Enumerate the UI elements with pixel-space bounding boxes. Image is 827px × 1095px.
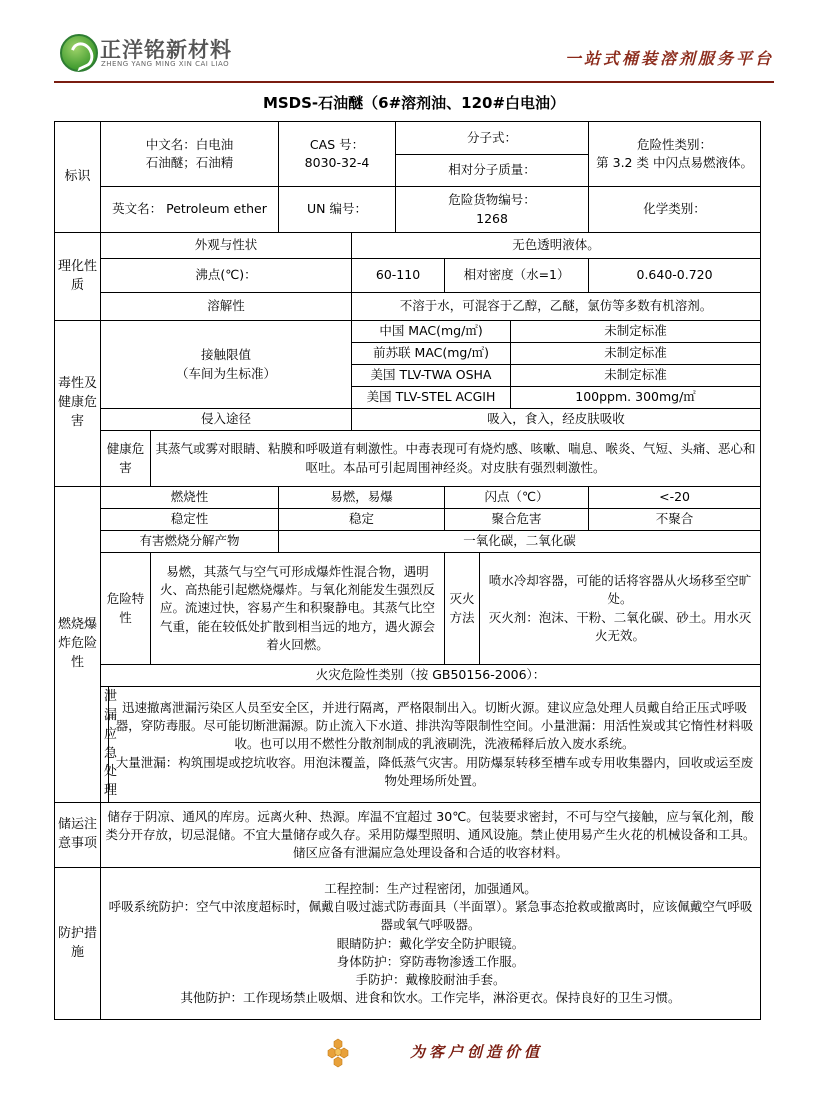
dangerous-goods-cell	[396, 187, 589, 233]
header-divider	[54, 81, 774, 83]
protection-line: 呼吸系统防护：空气中浓度超标时，佩戴自吸过滤式防毒面具（半面罩）。紧急事态抢救或撤离时，应该佩戴空气呼吸器或氧气呼吸器。	[108, 899, 753, 933]
company-name: 正洋铭新材料	[100, 38, 232, 62]
section-physchem: 理化性质	[55, 233, 101, 321]
limit-value: 未制定标准	[511, 343, 761, 365]
header-slogan: 一站式桶装溶剂服务平台	[564, 49, 774, 68]
exposure-limit-cell	[101, 321, 352, 409]
extinguish-value: 喷水冷却容器，可能的话将容器从火场移至空旷处。	[488, 573, 752, 607]
protection-text-cell	[101, 868, 761, 1020]
section-leak: 泄漏应急处理	[101, 687, 109, 803]
mw-label: 相对分子质量：	[396, 155, 589, 187]
health-hazard-value: 其蒸气或雾对眼睛、粘膜和呼吸道有刺激性。中毒表现可有烧灼感、咳嗽、喘息、喉炎、气短、头痛、恶心和呕吐。本品可引起周围神经炎。对皮肤有强烈刺激性。	[151, 431, 761, 487]
limit-name: 美国 TLV-TWA OSHA	[352, 365, 511, 387]
extinguish-value-cell	[480, 553, 761, 665]
route-value: 吸入，食入，经皮肤吸收	[352, 409, 761, 431]
hazard-class-cell	[589, 122, 761, 187]
protection-line: 其他防护：工作现场禁止吸烟、进食和饮水。工作完毕，淋浴更衣。保持良好的卫生习惯。	[180, 989, 681, 1005]
solubility-value: 不溶于水，可混容于乙醇，乙醚，氯仿等多数有机溶剂。	[352, 293, 761, 321]
limit-name: 美国 TLV-STEL ACGIH	[352, 387, 511, 409]
boiling-point-label: 沸点(℃)：	[101, 259, 352, 293]
route-label: 侵入途径	[101, 409, 352, 431]
leak-text-cell	[109, 687, 761, 803]
storage-text: 储存于阴凉、通风的库房。远离火种、热源。库温不宜超过 30℃。包装要求密封，不可与空气接触，应与氧化剂，酸类分开存放，切忌混储。不宜大量储存或久存。采用防爆型照明、通风设施。禁止使用易产生火花的机械设备和工具。储区应备有泄漏应急处理设备和合适的收容材料。	[101, 803, 761, 868]
boiling-point-value: 60-110	[352, 259, 445, 293]
hazard-property-label: 危险特性	[101, 553, 151, 665]
section-toxicity: 毒性及健康危害	[55, 321, 101, 487]
company-logo-icon	[60, 34, 98, 72]
chinese-name: 中文名：白电油	[145, 136, 234, 152]
density-label: 相对密度（水=1）	[445, 259, 589, 293]
msds-table	[54, 121, 761, 1020]
formula-label: 分子式：	[396, 122, 589, 155]
limit-name: 中国 MAC(mg/㎡)	[352, 321, 511, 343]
chemical-class-label: 化学类别：	[589, 187, 761, 233]
dg-label: 危险货物编号：	[448, 192, 536, 208]
protection-line: 工程控制：生产过程密闭，加强通风。	[324, 881, 537, 897]
protection-line: 眼睛防护：戴化学安全防护眼镜。	[336, 935, 525, 951]
limit-name: 前苏联 MAC(mg/㎡)	[352, 343, 511, 365]
cas-cell	[279, 122, 396, 187]
exposure-note: （车间为生标准）	[176, 365, 277, 381]
leak-text-large: 大量泄漏：构筑围堤或挖坑收容。用泡沫覆盖，降低蒸气灾害。用防爆泵转移至槽车或专用收集器内，回收或运至废物处理场所处置。	[115, 754, 754, 788]
appearance-value: 无色透明液体。	[352, 233, 761, 259]
section-protection: 防护措施	[55, 868, 101, 1020]
stability-label: 稳定性	[101, 509, 279, 531]
section-identity: 标识	[55, 122, 101, 233]
density-value: 0.640-0.720	[589, 259, 761, 293]
polymerization-label: 聚合危害	[445, 509, 589, 531]
un-label: UN 编号：	[279, 187, 396, 233]
stability-value: 稳定	[279, 509, 445, 531]
protection-line: 身体防护：穿防毒物渗透工作服。	[336, 953, 525, 969]
limit-value: 未制定标准	[511, 321, 761, 343]
company-name-en: ZHENG YANG MING XIN CAI LIAO	[101, 60, 230, 68]
hazard-class-label: 危险性类别：	[637, 136, 713, 152]
page-footer	[0, 1035, 827, 1075]
health-hazard-label: 健康危害	[101, 431, 151, 487]
fire-class-label: 火灾危险性类别（按 GB50156-2006）：	[101, 665, 761, 687]
section-fire: 燃烧爆炸危险性	[55, 487, 101, 803]
footer-slogan: 为客户创造价值	[410, 1043, 544, 1061]
extinguish-label: 灭火方法	[445, 553, 480, 665]
cas-value: 8030-32-4	[304, 155, 370, 170]
polymerization-value: 不聚合	[589, 509, 761, 531]
leak-text: 迅速撤离泄漏污染区人员至安全区，并进行隔离，严格限制出入。切断火源。建议应急处理人员戴自给正压式呼吸器，穿防毒服。尽可能切断泄漏源。防止流入下水道、排洪沟等限制性空间。小量泄漏：用活性炭或其它惰性材料吸收。也可以用不燃性分散剂制成的乳液刷洗，洗液稀释后放入废水系统。	[115, 700, 754, 752]
honeycomb-logo-icon	[323, 1037, 353, 1067]
decomposition-value: 一氧化碳，二氧化碳	[279, 531, 761, 553]
english-name: 英文名： Petroleum ether	[101, 187, 279, 233]
combustibility-value: 易燃，易爆	[279, 487, 445, 509]
limit-value: 100ppm. 300mg/㎡	[511, 387, 761, 409]
flash-point-value: <-20	[589, 487, 761, 509]
chinese-name-cell	[101, 122, 279, 187]
extinguish-agent: 灭火剂：泡沫、干粉、二氧化碳、砂土。用水灭火无效。	[488, 609, 752, 643]
hazard-property-value: 易燃，其蒸气与空气可形成爆炸性混合物，遇明火、高热能引起燃烧爆炸。与氧化剂能发生强烈反应。流速过快，容易产生和积聚静电。其蒸气比空气重，能在较低处扩散到相当远的地方，遇火源会着火回燃。	[151, 553, 445, 665]
combustibility-label: 燃烧性	[101, 487, 279, 509]
section-storage: 储运注意事项	[55, 803, 101, 868]
protection-line: 手防护：戴橡胶耐油手套。	[355, 971, 506, 987]
chinese-alias: 石油醚；石油精	[145, 155, 234, 170]
appearance-label: 外观与性状	[101, 233, 352, 259]
document-title: MSDS-石油醚（6#溶剂油、120#白电油）	[262, 94, 566, 112]
exposure-label: 接触限值	[201, 347, 252, 363]
flash-point-label: 闪点（℃）	[445, 487, 589, 509]
dg-value: 1268	[476, 210, 508, 226]
limit-value: 未制定标准	[511, 365, 761, 387]
hazard-class-value: 第 3.2 类 中闪点易燃液体。	[596, 155, 753, 170]
decomposition-label: 有害燃烧分解产物	[101, 531, 279, 553]
cas-label: CAS 号：	[309, 136, 365, 152]
solubility-label: 溶解性	[101, 293, 352, 321]
page-header	[54, 30, 774, 82]
